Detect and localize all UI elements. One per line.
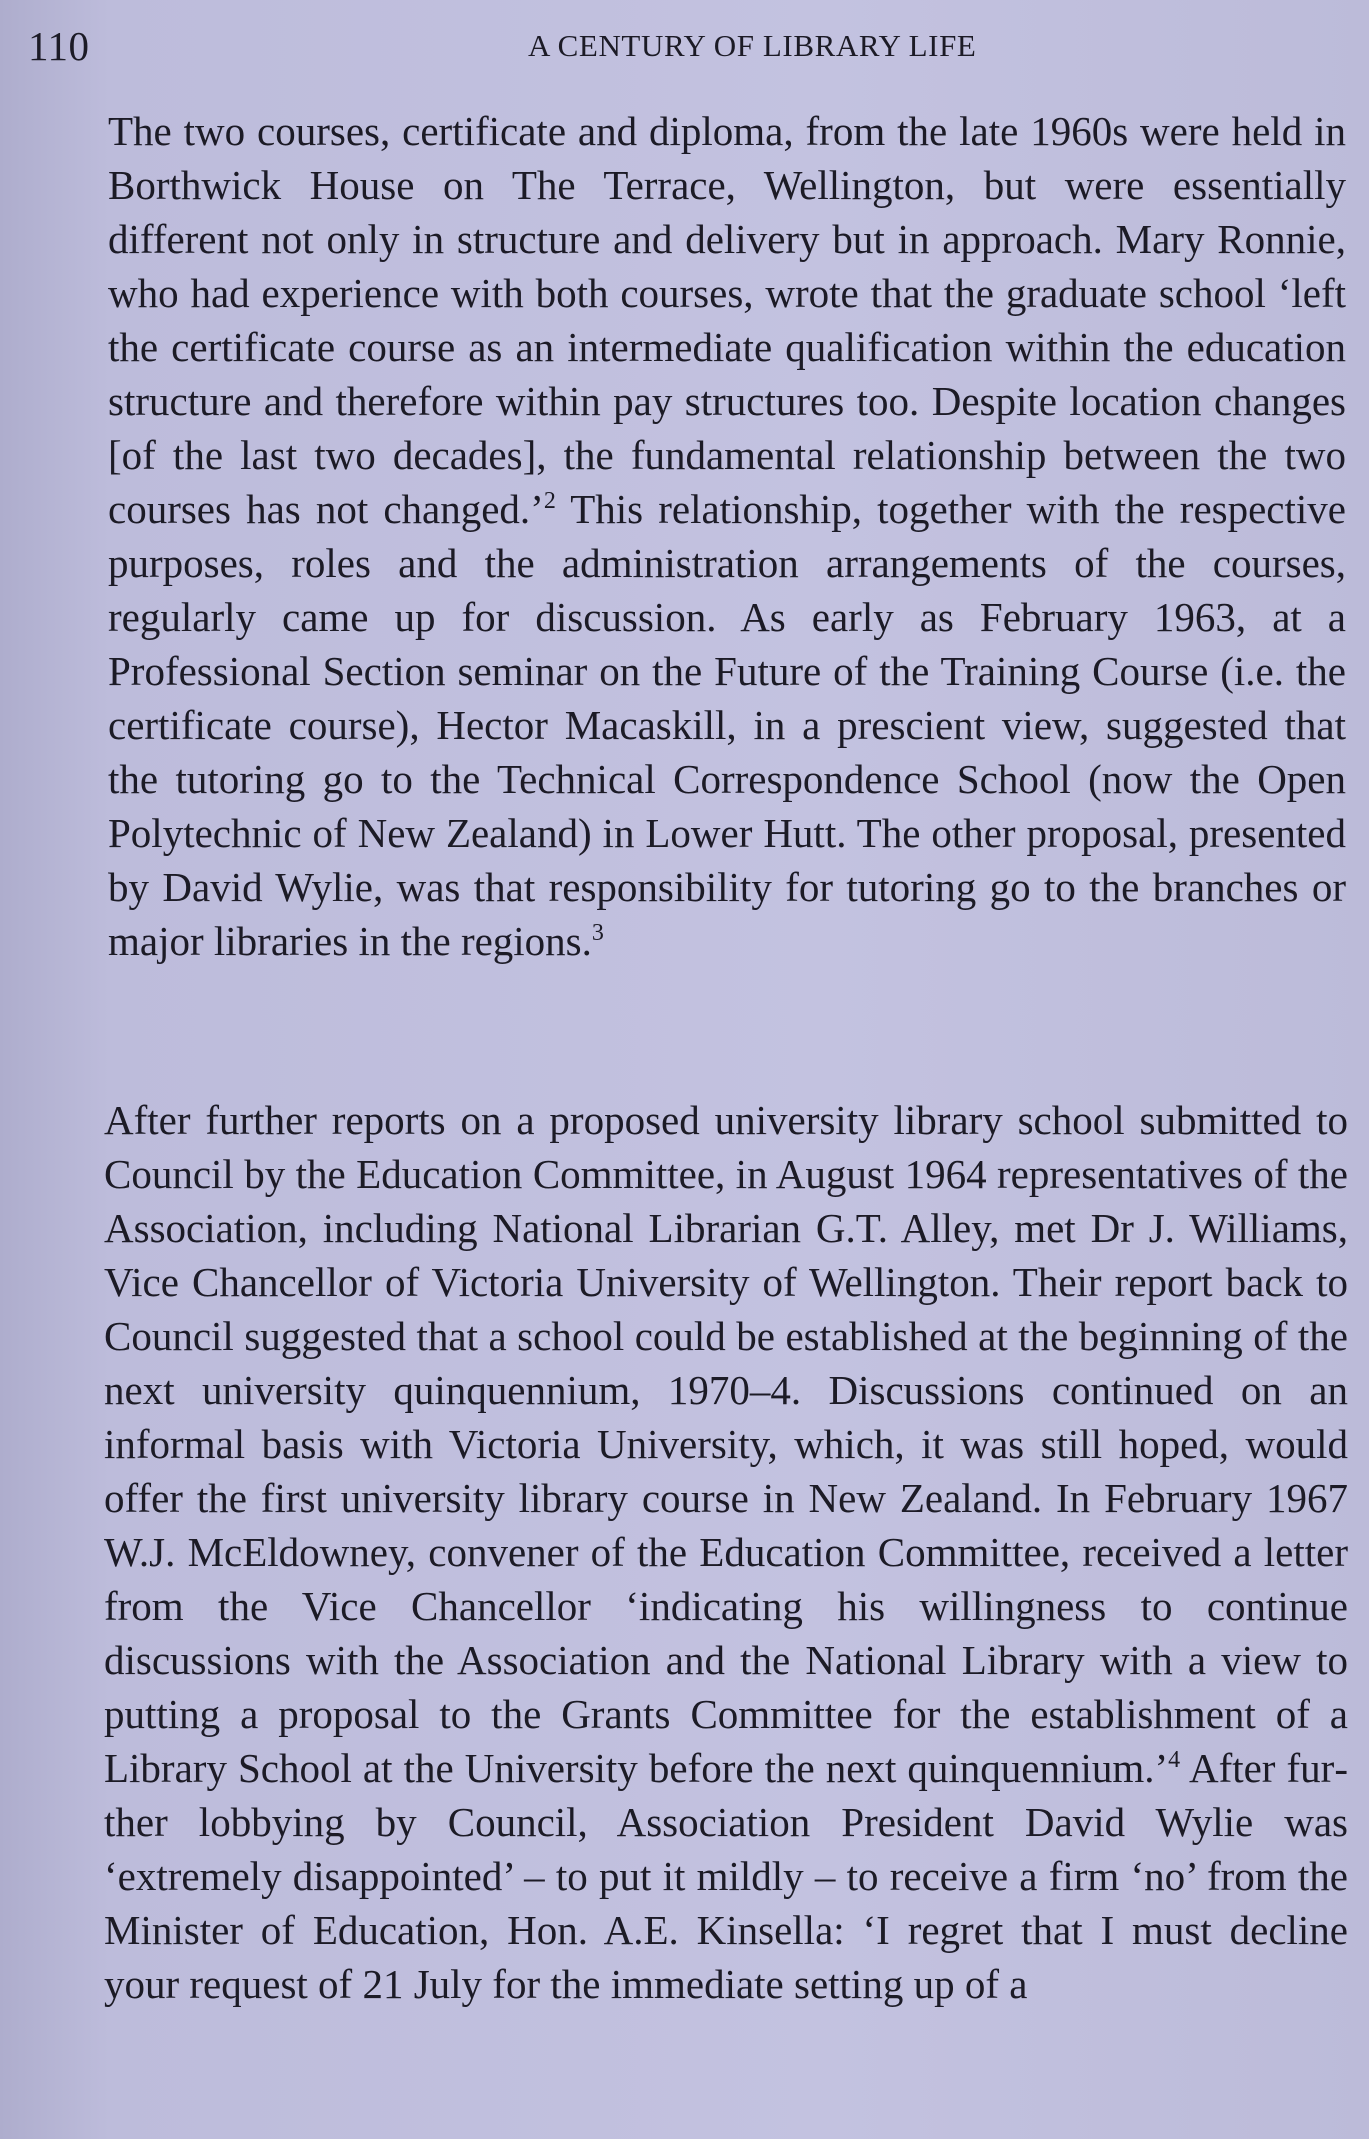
footnote-ref-2: 2: [543, 488, 556, 514]
page-number: 110: [28, 23, 90, 69]
paragraph-1-text-b: This relationship, together with the respective purposes, roles and the administration arrangements of the courses, regularly came up for discussion. As early as February 1963, at a Professional Section seminar on the Future of the Training Course (i.e. the certificate course), Hector Macaskill, in a prescient view, suggested that the tutoring go to the Technical Correspondence School (now the Open Polytechnic of New Zealand) in Lower Hutt. The other proposal, presented by David Wylie, was that responsibility for tutoring go to the branches or major libraries in the regions.: [108, 486, 1346, 964]
paragraph-1-text-a: The two courses, certificate and diploma, from the late 1960s were held in Borthwick House on The Terrace, Wellington, but were essentially different not only in structure and delivery but in approach. Mary Ronnie, who had experience with both courses, wrote that the graduate school ‘left the certificate course as an intermediate qualification within the education structure and therefore within pay structures too. Despite location changes [of the last two decades], the fundamental relationship between the two courses has not changed.’: [108, 108, 1346, 532]
book-title: A CENTURY OF LIBRARY LIFE: [528, 28, 977, 63]
footnote-ref-4: 4: [1168, 1747, 1181, 1773]
running-head: [28, 22, 1339, 78]
paragraph-2-text-a: After further reports on a proposed university library school submitted to Council by the Education Committee, in August 1964 representatives of the Association, including National Librarian G.T. Alley, met Dr J. Williams, Vice Chancellor of Victoria University of Wellington. Their report back to Council suggested that a school could be established at the beginning of the next university quinquennium, 1970–4. Discussions continued on an informal basis with Victoria University, which, it was still hoped, would offer the first university library course in New Zealand. In February 1967 W.J. McEldowney, convener of the Education Committee, received a letter from the Vice Chancellor ‘indicating his willingness to continue discussions with the Association and the National Library with a view to putting a proposal to the Grants Committee for the establishment of a Library School at the University before the next quinquennium.’: [104, 1097, 1348, 1791]
footnote-ref-3: 3: [591, 920, 604, 946]
paragraph-2-text-b: After further lobbying by Council, Association President David Wylie was ‘extremely disappointed’ – to put it mildly – to receive a firm ‘no’ from the Minister of Education, Hon. A.E. Kinsella: ‘I regret that I must decline your request of 21 July for the immediate setting up of a: [104, 1745, 1348, 2007]
paragraph-1: [108, 104, 1346, 968]
paragraph-2: [104, 1093, 1348, 2011]
